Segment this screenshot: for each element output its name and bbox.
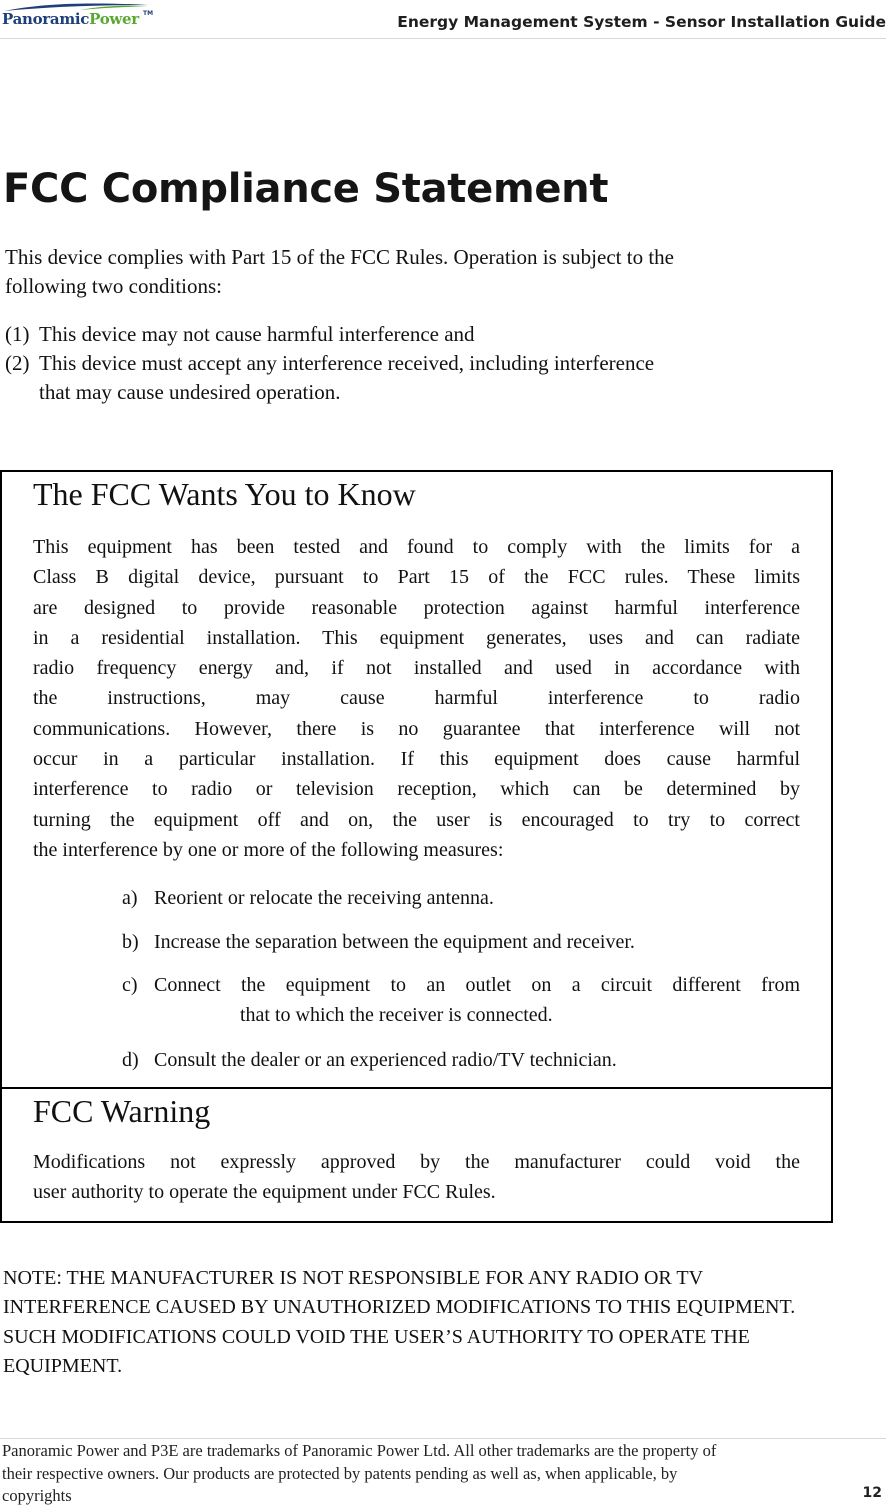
measure-text: Consult the dealer or an experienced radio/TV technician. [154,1049,617,1071]
paragraph-line: turning the equipment off and on, the user is encouraged to try to correct [33,808,800,831]
condition-item [5,349,855,407]
logo-trademark: TM [143,10,154,17]
paragraph-line: This equipment has been tested and found to comply with the limits for a [33,536,800,558]
condition-item [5,320,855,349]
condition-number: (2) [5,351,30,375]
note-line: SUCH MODIFICATIONS COULD VOID THE USER’S AUTHORITY TO OPERATE THE [3,1325,750,1348]
measure-text: Increase the separation between the equipment and receiver. [154,931,635,953]
measure-item-c [122,970,800,1030]
measure-text: Connect the equipment to an outlet on a circuit different from [154,974,800,996]
note-line: EQUIPMENT. [3,1354,123,1377]
footer-line: Panoramic Power and P3E are trademarks of Panoramic Power Ltd. All other trademarks are the property of [2,1441,717,1460]
fcc-notice-box [0,470,833,1223]
note-line: NOTE: THE MANUFACTURER IS NOT RESPONSIBLE FOR ANY RADIO OR TV [3,1267,704,1289]
measure-item-a [122,883,800,913]
footer-line: their respective owners. Our products are protected by patents pending as well as, when applicable, by [2,1463,678,1483]
manufacturer-note [3,1264,883,1381]
measure-letter: b) [122,931,139,953]
paragraph-line: the interference by one or more of the following measures: [33,838,504,861]
conditions-list [5,320,855,407]
measure-item-d [122,1045,800,1075]
paragraph-line: occur in a particular installation. If this equipment does cause harmful [33,748,800,771]
logo-wordmark [2,10,139,28]
paragraph-line: user authority to operate the equipment under FCC Rules. [33,1181,496,1204]
fcc-wants-heading: The FCC Wants You to Know [33,476,416,512]
measure-letter: a) [122,887,138,909]
page-number: 12 [862,1485,882,1501]
condition-line: This device may not cause harmful interference and [39,322,475,346]
paragraph-line: in a residential installation. This equipment generates, uses and can radiate [33,626,800,649]
fcc-warning-paragraph [33,1147,800,1208]
measure-text: that to which the receiver is connected. [240,1004,553,1026]
paragraph-line: the instructions, may cause harmful interference to radio [33,687,800,710]
intro-line: This device complies with Part 15 of the FCC Rules. Operation is subject to the [5,245,674,269]
logo-word-panoramic: Panoramic [2,10,90,28]
logo-word-power: Power [89,10,139,28]
footer-line: copyrights [2,1486,72,1505]
condition-text [39,349,654,407]
paragraph-line: interference to radio or television reception, which can be determined by [33,778,800,801]
intro-paragraph [5,243,855,301]
measure-letter: d) [122,1049,139,1071]
condition-line: This device must accept any interference received, including interference [39,351,655,375]
intro-line: following two conditions: [5,274,222,298]
note-line: INTERFERENCE CAUSED BY UNAUTHORIZED MODIFICATIONS TO THIS EQUIPMENT. [3,1296,796,1319]
paragraph-line: Modifications not expressly approved by the manufacturer could void the [33,1151,800,1173]
measure-letter: c) [122,974,138,996]
footer-divider [0,1438,886,1439]
paragraph-line: Class B digital device, pursuant to Part 15 of the FCC rules. These limits [33,566,800,589]
condition-text [39,320,475,349]
page-header [0,0,886,39]
header-title: Energy Management System - Sensor Installation Guide [397,13,886,31]
page-title: FCC Compliance Statement [3,166,609,212]
measure-text: Reorient or relocate the receiving antenna. [154,887,494,909]
panoramic-power-logo [2,2,162,34]
measure-c-line [122,970,800,1000]
condition-line: that may cause undesired operation. [39,380,341,404]
footer-trademark-text [2,1440,832,1508]
measure-item-b [122,927,800,957]
fcc-wants-paragraph [33,532,800,865]
box-divider [2,1087,831,1089]
condition-number: (1) [5,322,30,346]
paragraph-line: are designed to provide reasonable protection against harmful interference [33,596,800,619]
paragraph-line: communications. However, there is no guarantee that interference will not [33,717,800,740]
fcc-warning-heading: FCC Warning [33,1093,211,1129]
paragraph-line: radio frequency energy and, if not installed and used in accordance with [33,657,800,680]
